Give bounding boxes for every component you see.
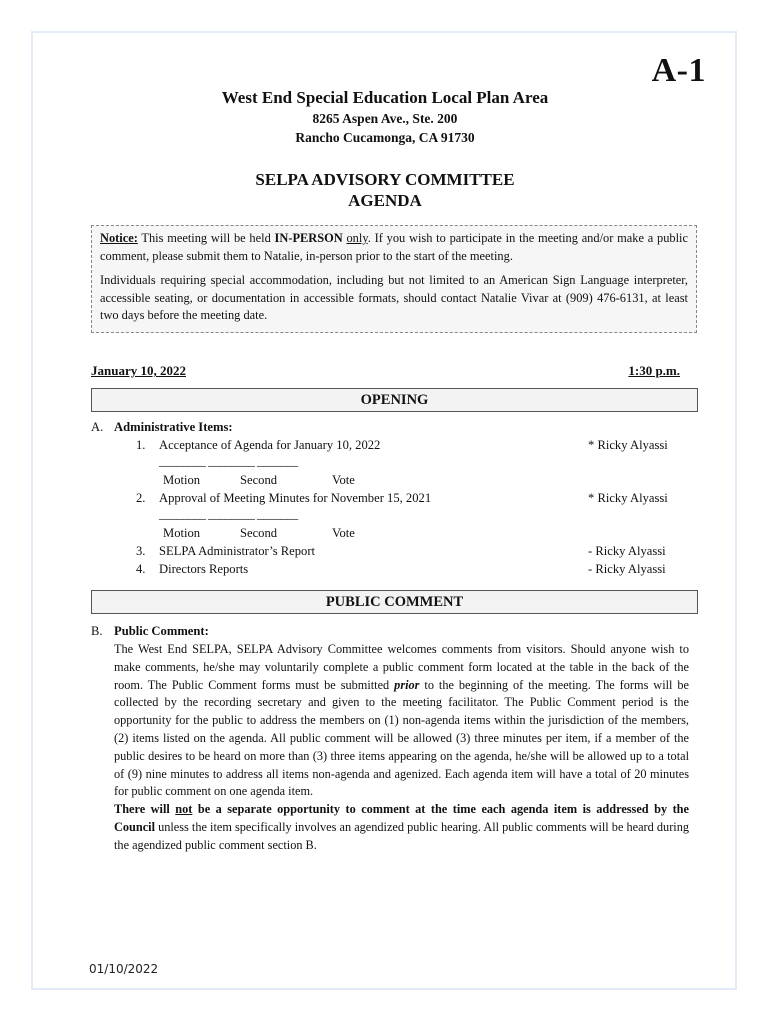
- comment-text: The West End SELPA, SELPA Advisory Committee welcomes comments from visitors. Should anyone wish to make comments, he/she may voluntarily complete a public comment form located at the table in the back of the room. The Public Comment forms must be submitted: [114, 642, 689, 692]
- notice-label: Notice:: [100, 231, 138, 245]
- meeting-date: January 10, 2022: [91, 363, 186, 378]
- second-label: Second: [240, 526, 278, 540]
- vote-label: Vote: [332, 473, 355, 487]
- notice-text-2: . If you wish to participate in the meeting and/or make a public comment, please submit them to Natalie, in-person prior to the start of the meeting.: [100, 231, 688, 263]
- vote-label: Vote: [332, 526, 355, 540]
- notice-only: only: [346, 231, 368, 245]
- item-number: 2.: [136, 491, 146, 505]
- item-text: SELPA Administrator’s Report: [159, 544, 316, 558]
- notice-in-person: IN-PERSON: [274, 231, 343, 245]
- item-text: Approval of Meeting Minutes for November 15, 2021: [159, 491, 432, 505]
- address-line-2: Rancho Cucamonga, CA 91730: [295, 130, 475, 145]
- public-comment-body: [114, 641, 689, 855]
- note-bold-a: There will: [114, 802, 176, 817]
- public-comment-note: [114, 801, 689, 854]
- meeting-time: 1:30 p.m.: [628, 363, 680, 378]
- footer-date: 01/10/2022: [89, 962, 159, 976]
- motion-label: Motion: [163, 473, 201, 487]
- organization-name: West End Special Education Local Plan Area: [221, 88, 549, 107]
- notice-paragraph-2: Individuals requiring special accommodation, including but not limited to an American Sign Language interpreter, accessible seating, or documentation in accessible formats, should contact Natalie Vivar at (909) 476-6131, at least two days before the meeting date.: [100, 273, 688, 322]
- item-presenter: - Ricky Alyassi: [588, 544, 666, 558]
- vote-blank-lines: ________ ________ _______: [159, 507, 298, 521]
- note-bold-b: be a separate opportunity to comment at the time each agenda item is addressed by the Council: [114, 802, 689, 834]
- item-number: 4.: [136, 562, 146, 576]
- note-tail: unless the item specifically involves an agendized public hearing. All public comments will be heard during the agendized public comment section B.: [114, 819, 689, 852]
- section-public-comment: PUBLIC COMMENT: [91, 590, 698, 614]
- comment-text-2: to the beginning of the meeting. The forms will be collected by the recording secretary and given to the meeting facilitator. The Public Comment period is the opportunity for the public to address the members on (1) non-agenda items within the jurisdiction of the members, (2) items listed on the agenda. All public comment will be allowed (3) three minutes per item, if a member of the public desires to be heard on more than (3) three items appearing on the agenda, he/she will be allowed up to a total of (9) nine minutes to address all items non-agenda and agenized. Each agenda item will have a total of 20 minutes for public comment on one agenda item.: [114, 677, 689, 799]
- section-b-title: Public Comment:: [114, 624, 209, 638]
- document-number: A-1: [651, 52, 706, 89]
- vote-blank-lines: ________ ________ _______: [159, 454, 298, 468]
- item-presenter: * Ricky Alyassi: [588, 438, 668, 452]
- committee-title: SELPA ADVISORY COMMITTEE: [255, 170, 515, 189]
- item-text: Acceptance of Agenda for January 10, 2022: [159, 438, 381, 452]
- item-text: Directors Reports: [159, 562, 249, 576]
- section-opening: OPENING: [91, 388, 698, 412]
- section-a-letter: A.: [91, 420, 104, 434]
- section-a-title: Administrative Items:: [114, 420, 233, 434]
- note-not: not: [175, 802, 193, 817]
- section-b-letter: B.: [91, 624, 103, 638]
- second-label: Second: [240, 473, 278, 487]
- public-comment-paragraph: [114, 641, 689, 801]
- comment-prior: prior: [394, 677, 420, 692]
- address-line-1: 8265 Aspen Ave., Ste. 200: [312, 111, 458, 126]
- item-number: 3.: [136, 544, 146, 558]
- item-presenter: * Ricky Alyassi: [588, 491, 668, 505]
- notice-box: [91, 225, 697, 333]
- notice-paragraph-1: [100, 230, 688, 265]
- motion-label: Motion: [163, 526, 201, 540]
- item-number: 1.: [136, 438, 146, 452]
- agenda-title: AGENDA: [348, 191, 422, 210]
- item-presenter: - Ricky Alyassi: [588, 562, 666, 576]
- notice-text: This meeting will be held: [137, 231, 275, 245]
